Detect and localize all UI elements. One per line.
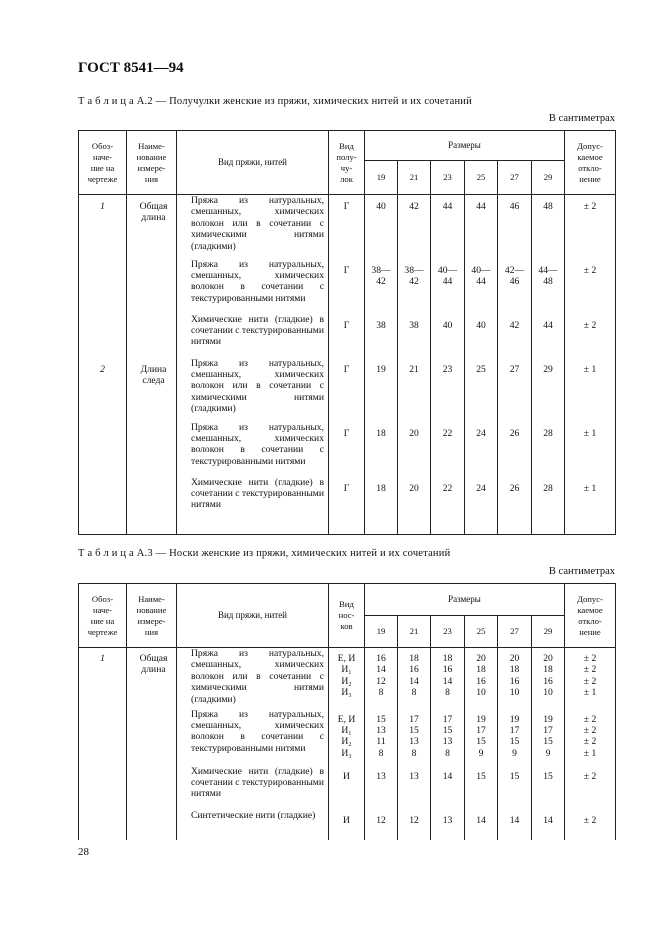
row-size-value: 23 bbox=[431, 358, 465, 422]
table-row bbox=[79, 810, 616, 840]
header-designation: Обоз- наче- ние на чертеже bbox=[79, 131, 127, 195]
table-a2 bbox=[78, 130, 616, 535]
table-row bbox=[79, 422, 616, 477]
row-measurement-name: Общая длина bbox=[127, 195, 177, 259]
row-material bbox=[177, 358, 329, 422]
row-kind: Г bbox=[329, 314, 365, 358]
table-row bbox=[79, 766, 616, 810]
row-size-value: 28 bbox=[532, 422, 565, 477]
row-designation bbox=[79, 477, 127, 535]
row-tolerance: ± 2 bbox=[565, 810, 616, 840]
header-name: Наиме- нование измере- ния bbox=[127, 131, 177, 195]
table-a3-caption-text: А.3 — Носки женские из пряжи, химических нитей и их сочетаний bbox=[133, 548, 451, 559]
row-material bbox=[177, 422, 329, 477]
row-size-value: 13 bbox=[398, 766, 431, 810]
row-size-value: 25 bbox=[465, 358, 498, 422]
row-measurement-name: Общая длина bbox=[127, 648, 177, 709]
row-size-value: 15 bbox=[532, 766, 565, 810]
row-material-text: Пряжа из натуральных, смешанных, химических волокон в сочетании с текстурированными нитями bbox=[191, 258, 324, 304]
header-size-21: 21 bbox=[398, 616, 431, 648]
header-size-21: 21 bbox=[398, 161, 431, 195]
row-designation bbox=[79, 766, 127, 810]
row-material bbox=[177, 766, 329, 810]
row-size-value: 13 bbox=[431, 810, 465, 840]
row-designation: 2 bbox=[79, 358, 127, 422]
row-kind: Г bbox=[329, 259, 365, 314]
table-row bbox=[79, 259, 616, 314]
row-size-value: 28 bbox=[532, 477, 565, 535]
row-tolerance: ± 2 bbox=[565, 195, 616, 259]
row-material bbox=[177, 648, 329, 709]
row-size-value: 17 15 13 8 bbox=[431, 709, 465, 766]
table-row bbox=[79, 709, 616, 766]
row-size-value: 19 17 15 9 bbox=[532, 709, 565, 766]
row-material-text: Пряжа из натуральных, смешанных, химических волокон или в сочетании с химическими нитями (гладкими) bbox=[191, 648, 324, 705]
row-size-value: 26 bbox=[498, 477, 532, 535]
row-size-value: 40— 44 bbox=[431, 259, 465, 314]
row-size-value: 20 18 16 10 bbox=[465, 648, 498, 709]
row-size-value: 12 bbox=[365, 810, 398, 840]
header-sizes: Размеры bbox=[365, 584, 565, 616]
row-measurement-name bbox=[127, 314, 177, 358]
header-tolerance: Допус- каемое откло- нение bbox=[565, 131, 616, 195]
row-size-value: 38 bbox=[398, 314, 431, 358]
row-size-value: 38— 42 bbox=[365, 259, 398, 314]
header-tolerance: Допус- каемое откло- нение bbox=[565, 584, 616, 648]
row-size-value: 29 bbox=[532, 358, 565, 422]
row-material bbox=[177, 709, 329, 766]
row-designation: 1 bbox=[79, 648, 127, 709]
header-sizes: Размеры bbox=[365, 131, 565, 161]
row-size-value: 19 17 15 9 bbox=[498, 709, 532, 766]
row-size-value: 40 bbox=[365, 195, 398, 259]
table-row bbox=[79, 195, 616, 259]
row-kind: Г bbox=[329, 422, 365, 477]
table-a2-units: В сантиметрах bbox=[548, 113, 615, 124]
row-size-value: 15 bbox=[465, 766, 498, 810]
table-a3-caption bbox=[78, 548, 450, 559]
row-size-value: 20 18 16 10 bbox=[498, 648, 532, 709]
row-size-value: 24 bbox=[465, 422, 498, 477]
header-size-29: 29 bbox=[532, 161, 565, 195]
row-size-value: 42— 46 bbox=[498, 259, 532, 314]
row-material bbox=[177, 195, 329, 259]
row-designation bbox=[79, 259, 127, 314]
header-size-27: 27 bbox=[498, 161, 532, 195]
table-a3-units: В сантиметрах bbox=[548, 566, 615, 577]
header-kind: Вид полу- чу- лок bbox=[329, 131, 365, 195]
row-material bbox=[177, 810, 329, 840]
header-size-19: 19 bbox=[365, 616, 398, 648]
header-material: Вид пряжи, нитей bbox=[177, 584, 329, 648]
table-a3 bbox=[78, 583, 616, 840]
row-size-value: 17 15 13 8 bbox=[398, 709, 431, 766]
row-tolerance: ± 2 bbox=[565, 314, 616, 358]
row-measurement-name bbox=[127, 477, 177, 535]
table-row bbox=[79, 648, 616, 709]
row-tolerance: ± 2 bbox=[565, 766, 616, 810]
header-material: Вид пряжи, нитей bbox=[177, 131, 329, 195]
table-a2-caption bbox=[78, 96, 472, 107]
row-size-value: 20 bbox=[398, 422, 431, 477]
row-size-value: 14 bbox=[431, 766, 465, 810]
row-size-value: 22 bbox=[431, 477, 465, 535]
row-material bbox=[177, 314, 329, 358]
row-material bbox=[177, 259, 329, 314]
page-number: 28 bbox=[78, 846, 89, 858]
row-tolerance: ± 2 bbox=[565, 259, 616, 314]
header-size-25: 25 bbox=[465, 161, 498, 195]
row-size-value: 15 13 11 8 bbox=[365, 709, 398, 766]
row-size-value: 12 bbox=[398, 810, 431, 840]
header-name: Наиме- нование измере- ния bbox=[127, 584, 177, 648]
document-title: ГОСТ 8541—94 bbox=[78, 60, 184, 76]
row-size-value: 26 bbox=[498, 422, 532, 477]
row-material-text: Пряжа из натуральных, смешанных, химических волокон в сочетании с текстурированными нитями bbox=[191, 421, 324, 467]
row-size-value: 44 bbox=[431, 195, 465, 259]
row-tolerance: ± 2 ± 2 ± 2 ± 1 bbox=[565, 648, 616, 709]
row-material-text: Синтетические нити (гладкие) bbox=[191, 809, 316, 821]
row-size-value: 44 bbox=[465, 195, 498, 259]
row-kind: Г bbox=[329, 195, 365, 259]
row-material-text: Химические нити (гладкие) в сочетании с текстурированными нитями bbox=[191, 313, 325, 348]
row-measurement-name bbox=[127, 810, 177, 840]
header-size-29: 29 bbox=[532, 616, 565, 648]
row-material-text: Пряжа из натуральных, смешанных, химических волокон в сочетании с текстурированными нитями bbox=[191, 708, 324, 754]
row-material bbox=[177, 477, 329, 535]
row-kind: И bbox=[329, 766, 365, 810]
header-kind: Вид нос- ков bbox=[329, 584, 365, 648]
row-kind: Г bbox=[329, 358, 365, 422]
row-size-value: 20 18 16 10 bbox=[532, 648, 565, 709]
row-material-text: Пряжа из натуральных, смешанных, химических волокон или в сочетании с химическими нитями (гладкими) bbox=[191, 195, 324, 252]
table-a3-caption-prefix: Т а б л и ц а bbox=[78, 548, 134, 559]
row-size-value: 48 bbox=[532, 195, 565, 259]
row-size-value: 42 bbox=[498, 314, 532, 358]
row-material-text: Химические нити (гладкие) в сочетании с текстурированными нитями bbox=[191, 765, 325, 800]
row-tolerance: ± 1 bbox=[565, 358, 616, 422]
table-a2-caption-prefix: Т а б л и ц а bbox=[78, 96, 134, 107]
row-measurement-name: Длина следа bbox=[127, 358, 177, 422]
row-tolerance: ± 2 ± 2 ± 2 ± 1 bbox=[565, 709, 616, 766]
row-size-value: 21 bbox=[398, 358, 431, 422]
table-row bbox=[79, 314, 616, 358]
row-size-value: 15 bbox=[498, 766, 532, 810]
row-tolerance: ± 1 bbox=[565, 477, 616, 535]
table-row bbox=[79, 477, 616, 535]
table-row bbox=[79, 358, 616, 422]
row-designation bbox=[79, 314, 127, 358]
row-size-value: 14 bbox=[532, 810, 565, 840]
row-kind: Е, И И₁ И₂ И₃ bbox=[329, 648, 365, 709]
row-designation bbox=[79, 810, 127, 840]
row-measurement-name bbox=[127, 422, 177, 477]
row-designation bbox=[79, 422, 127, 477]
row-size-value: 27 bbox=[498, 358, 532, 422]
row-size-value: 18 bbox=[365, 477, 398, 535]
row-size-value: 22 bbox=[431, 422, 465, 477]
row-size-value: 16 14 12 8 bbox=[365, 648, 398, 709]
row-tolerance: ± 1 bbox=[565, 422, 616, 477]
row-size-value: 44 bbox=[532, 314, 565, 358]
row-size-value: 38 bbox=[365, 314, 398, 358]
row-size-value: 13 bbox=[365, 766, 398, 810]
row-size-value: 18 bbox=[365, 422, 398, 477]
row-size-value: 18 16 14 8 bbox=[431, 648, 465, 709]
row-designation bbox=[79, 709, 127, 766]
row-size-value: 14 bbox=[498, 810, 532, 840]
row-size-value: 40— 44 bbox=[465, 259, 498, 314]
row-designation: 1 bbox=[79, 195, 127, 259]
row-kind: Г bbox=[329, 477, 365, 535]
row-size-value: 42 bbox=[398, 195, 431, 259]
row-kind: И bbox=[329, 810, 365, 840]
row-size-value: 20 bbox=[398, 477, 431, 535]
row-measurement-name bbox=[127, 259, 177, 314]
header-size-27: 27 bbox=[498, 616, 532, 648]
row-material-text: Пряжа из натуральных, смешанных, химических волокон или в сочетании с химическими нитями (гладкими) bbox=[191, 357, 324, 415]
row-material-text: Химические нити (гладкие) в сочетании с текстурированными нитями bbox=[191, 476, 325, 511]
row-measurement-name bbox=[127, 709, 177, 766]
table-a2-caption-text: А.2 — Получулки женские из пряжи, химических нитей и их сочетаний bbox=[133, 96, 472, 107]
row-measurement-name bbox=[127, 766, 177, 810]
header-size-23: 23 bbox=[431, 616, 465, 648]
row-kind: Е, И И₁ И₂ И₃ bbox=[329, 709, 365, 766]
row-size-value: 19 bbox=[365, 358, 398, 422]
row-size-value: 14 bbox=[465, 810, 498, 840]
header-designation: Обоз- наче- ние на чертеже bbox=[79, 584, 127, 648]
row-size-value: 18 16 14 8 bbox=[398, 648, 431, 709]
row-size-value: 40 bbox=[431, 314, 465, 358]
header-size-23: 23 bbox=[431, 161, 465, 195]
header-size-25: 25 bbox=[465, 616, 498, 648]
row-size-value: 40 bbox=[465, 314, 498, 358]
row-size-value: 44— 48 bbox=[532, 259, 565, 314]
row-size-value: 46 bbox=[498, 195, 532, 259]
row-size-value: 24 bbox=[465, 477, 498, 535]
header-size-19: 19 bbox=[365, 161, 398, 195]
row-size-value: 38— 42 bbox=[398, 259, 431, 314]
row-size-value: 19 17 15 9 bbox=[465, 709, 498, 766]
